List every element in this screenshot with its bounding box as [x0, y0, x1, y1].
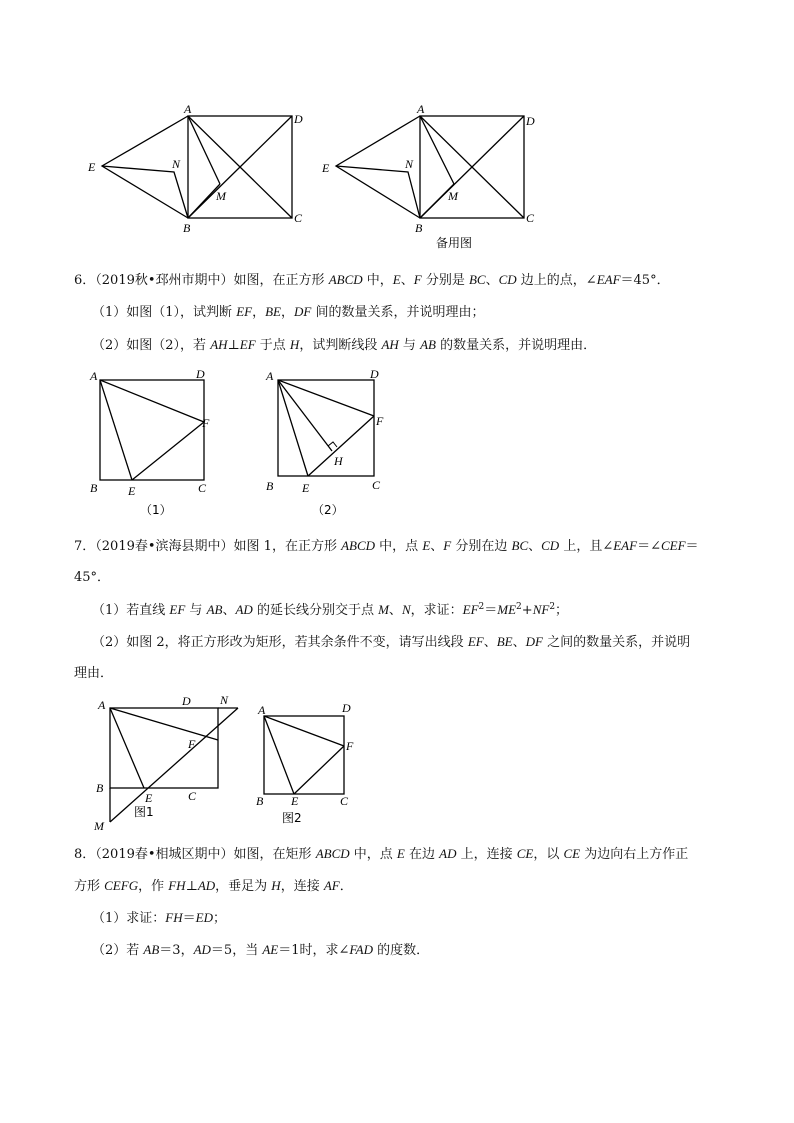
label-m: M — [216, 189, 226, 203]
math: CD — [498, 272, 517, 287]
math: AH — [210, 337, 228, 352]
figure-q5-main — [87, 102, 303, 235]
question-number: 7． — [74, 539, 96, 554]
superscript: 2 — [516, 602, 522, 612]
text: ＝3， — [159, 943, 194, 958]
text: ＝1时，求∠ — [278, 943, 350, 958]
label-c: C — [526, 211, 535, 225]
text: 如图，在正方形 — [233, 273, 329, 288]
figure-q6-2 — [265, 367, 384, 517]
label-b: B — [90, 481, 98, 495]
label-c: C — [198, 481, 207, 495]
text: （1）若直线 — [92, 603, 170, 618]
text: 中，点 — [375, 539, 423, 554]
text: 上，连接 — [456, 847, 517, 862]
math: CD — [541, 538, 560, 553]
math: CEF — [660, 538, 686, 553]
question-source: （2019春•滨海县期中） — [95, 539, 234, 554]
text: （1）求证： — [92, 911, 166, 926]
text: + — [521, 603, 533, 618]
text: 如图 1，在正方形 — [233, 539, 342, 554]
math: ME — [497, 602, 517, 617]
text: ＝ — [182, 911, 196, 926]
figure-q6 — [86, 364, 396, 524]
text: 分别在边 — [451, 539, 512, 554]
question-7-stem — [74, 536, 734, 557]
question-number: 6． — [74, 273, 96, 288]
math: DF — [525, 634, 543, 649]
question-7-part-2-line-2: 理由． — [74, 666, 114, 681]
figure-q5-caption-wrap — [420, 232, 500, 252]
text: （2）如图 2，将正方形改为矩形，若其余条件不变，请写出线段 — [92, 635, 468, 650]
label-c: C — [294, 211, 303, 225]
text: ＝ — [484, 603, 498, 618]
text: 与 — [398, 338, 421, 353]
label-c: C — [188, 789, 197, 803]
text: ＝5，当 — [210, 943, 263, 958]
question-6-part-1 — [92, 302, 734, 323]
math: AD — [439, 846, 457, 861]
label-f: F — [376, 414, 384, 428]
label-d: D — [342, 701, 351, 715]
label-n: N — [172, 157, 181, 171]
label-a: A — [90, 369, 98, 383]
text: ＝ — [685, 539, 699, 554]
label-d: D — [370, 367, 379, 381]
text: ⊥ — [227, 338, 240, 353]
label-b: B — [96, 781, 104, 795]
figure-q6-1 — [89, 367, 210, 517]
math: E — [392, 272, 401, 287]
figure-caption: （1） — [140, 503, 172, 517]
text: 的数量关系，并说明理由． — [435, 338, 597, 353]
math: AB — [420, 337, 436, 352]
label-m: M — [94, 819, 104, 833]
label-m: M — [448, 189, 458, 203]
text: 边上的点，∠ — [516, 273, 597, 288]
math: EF — [462, 602, 479, 617]
text: ； — [212, 911, 226, 926]
math: AH — [381, 337, 399, 352]
label-d: D — [196, 367, 205, 381]
label-n: N — [220, 693, 229, 707]
text: 、 — [512, 635, 526, 650]
text: 在边 — [404, 847, 440, 862]
label-b: B — [183, 221, 191, 235]
math: CEFG — [104, 878, 139, 893]
math: AB — [206, 602, 223, 617]
label-f: F — [202, 416, 210, 430]
math: AE — [262, 942, 279, 957]
figure-caption: （2） — [312, 503, 344, 517]
text: 、 — [483, 635, 497, 650]
label-e: E — [128, 484, 136, 498]
question-8-stem-line-2 — [74, 876, 734, 897]
question-7-stem-line-2: 45°． — [74, 570, 111, 585]
text: ， — [252, 305, 266, 320]
text: 、 — [222, 603, 236, 618]
question-8-part-2 — [92, 940, 734, 961]
math: CE — [516, 846, 534, 861]
math: AD — [197, 878, 216, 893]
text: 方形 — [74, 879, 105, 894]
label-b: B — [266, 479, 274, 493]
math: M — [378, 602, 389, 617]
text: 、 — [528, 539, 542, 554]
math: FH — [165, 910, 183, 925]
label-d: D — [182, 694, 191, 708]
superscript: 2 — [478, 602, 485, 612]
text: （2）若 — [92, 943, 144, 958]
question-6-stem — [74, 270, 734, 291]
math: ABCD — [341, 538, 376, 553]
math: ABCD — [328, 272, 363, 287]
math: N — [401, 602, 411, 617]
text: ＝∠ — [637, 539, 661, 554]
math: H — [271, 878, 281, 893]
math: F — [443, 538, 452, 553]
label-d: D — [294, 112, 303, 126]
question-source: （2019秋•邳州市期中） — [95, 273, 234, 288]
text: 的度数． — [373, 943, 430, 958]
math: H — [289, 337, 300, 352]
question-7-part-2 — [92, 632, 734, 653]
text: ，求证： — [410, 603, 463, 618]
question-7-part-1 — [92, 600, 734, 621]
math: AB — [143, 942, 160, 957]
math: EF — [239, 337, 256, 352]
math: BC — [511, 538, 529, 553]
text: 的延长线分别交于点 — [252, 603, 379, 618]
label-n: N — [405, 157, 414, 171]
figure-caption: 图1 — [134, 805, 154, 819]
figure-caption: 图2 — [282, 811, 302, 825]
math: NF — [532, 602, 550, 617]
label-f: F — [346, 739, 354, 753]
superscript: 2 — [549, 602, 556, 612]
label-b: B — [256, 794, 264, 808]
label-e: E — [145, 791, 153, 805]
math: AD — [235, 602, 253, 617]
text: （2）如图（2），若 — [92, 338, 211, 353]
label-f: F — [188, 737, 196, 751]
label-h: H — [334, 454, 343, 468]
label-d: D — [526, 114, 535, 128]
math: BE — [265, 304, 281, 319]
text: ＝45°． — [620, 273, 670, 288]
text: 、 — [400, 273, 414, 288]
text: 为边向右上方作正 — [580, 847, 689, 862]
text: ，作 — [138, 879, 169, 894]
label-c: C — [340, 794, 349, 808]
text: ⊥ — [185, 879, 198, 894]
label-e: E — [302, 481, 310, 495]
text: ，垂足为 — [215, 879, 272, 894]
text: 如图，在矩形 — [233, 847, 316, 862]
text: ，以 — [533, 847, 564, 862]
figure-q7-1 — [93, 693, 238, 833]
text: 于点 — [255, 338, 290, 353]
text: ． — [339, 879, 353, 894]
math: FH — [168, 878, 186, 893]
question-8-stem — [74, 844, 734, 865]
math: DF — [294, 304, 312, 319]
math: BE — [496, 634, 513, 649]
math: BC — [468, 272, 486, 287]
label-a: A — [258, 703, 266, 717]
math: AF — [323, 878, 340, 893]
question-6-part-2 — [92, 335, 734, 356]
text: ，连接 — [280, 879, 324, 894]
label-a: A — [184, 102, 192, 116]
label-a: A — [266, 369, 274, 383]
figure-q7-2 — [256, 701, 354, 825]
figure-caption: 备用图 — [436, 236, 473, 250]
text: ，试判断线段 — [299, 338, 382, 353]
question-8-part-1 — [92, 908, 734, 929]
text: （1）如图（1），试判断 — [92, 305, 237, 320]
math: E — [422, 538, 431, 553]
text: 与 — [185, 603, 207, 618]
math: FAD — [349, 942, 373, 957]
text: 、 — [430, 539, 444, 554]
math: EAF — [596, 272, 621, 287]
math: EF — [236, 304, 253, 319]
text: 之间的数量关系，并说明 — [542, 635, 691, 650]
label-e: E — [322, 161, 330, 175]
math: EF — [467, 634, 484, 649]
label-e: E — [291, 794, 299, 808]
math: ABCD — [315, 846, 350, 861]
text: 、 — [388, 603, 402, 618]
figure-q7 — [90, 690, 390, 835]
text: 分别是 — [421, 273, 469, 288]
text: 、 — [485, 273, 499, 288]
math: CE — [563, 846, 581, 861]
math: F — [413, 272, 422, 287]
question-number: 8． — [74, 847, 96, 862]
text: ， — [280, 305, 294, 320]
figure-q5-spare — [321, 102, 535, 235]
text: 中， — [362, 273, 393, 288]
text: 上，且∠ — [559, 539, 614, 554]
label-a: A — [98, 698, 106, 712]
math: EF — [169, 602, 186, 617]
text: 中，点 — [349, 847, 397, 862]
label-a: A — [417, 102, 425, 116]
text: 间的数量关系，并说明理由； — [311, 305, 485, 320]
math: EAF — [613, 538, 638, 553]
label-e: E — [88, 160, 96, 174]
math: ED — [195, 910, 213, 925]
text: ； — [555, 603, 569, 618]
question-source: （2019春•相城区期中） — [95, 847, 234, 862]
label-b: B — [415, 221, 423, 235]
math: AD — [193, 942, 211, 957]
math: E — [396, 846, 405, 861]
label-c: C — [372, 478, 381, 492]
